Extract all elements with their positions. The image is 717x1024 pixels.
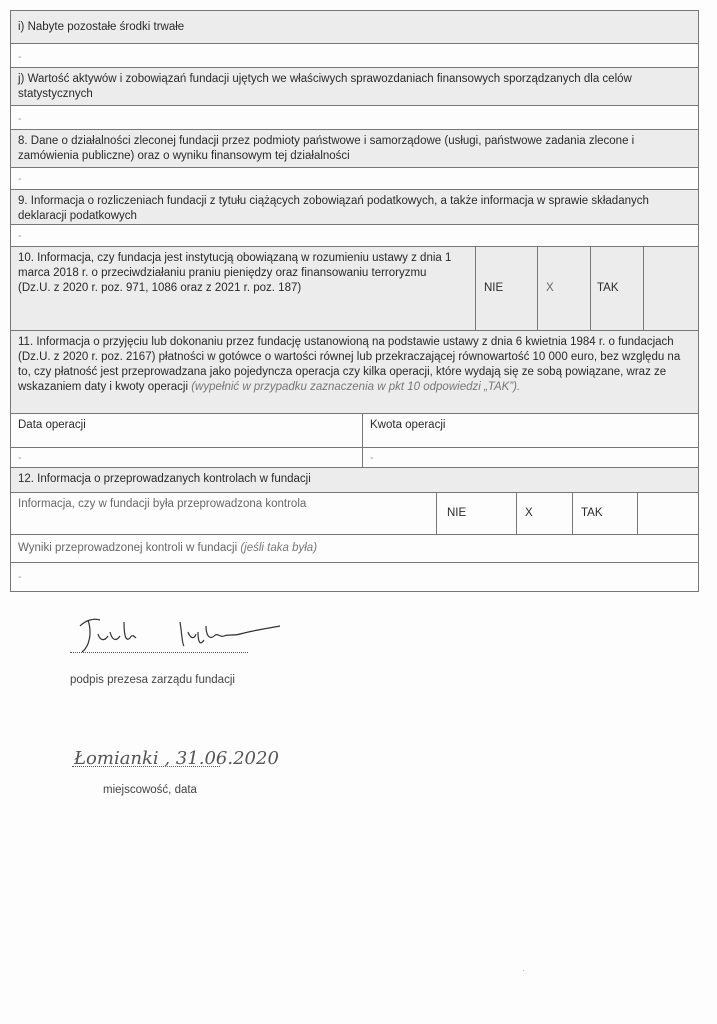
section-9-label: 9. Informacja o rozliczeniach fundacji z tytułu ciążących zobowiązań podatkowych, a także informacja w sprawie składanych deklaracji podatkowych (18, 195, 649, 222)
section-i-header (11, 11, 698, 44)
section-12-nie-cell (437, 493, 517, 534)
scan-speck: · (522, 965, 525, 975)
section-11-header (11, 331, 698, 414)
operation-header-row (11, 414, 698, 448)
section-12-header (11, 468, 698, 493)
kwota-operacji-header-cell (363, 414, 698, 447)
section-i-value: - (18, 51, 22, 63)
section-12-question-cell (11, 493, 437, 534)
section-8-label: 8. Dane o działalności zleconej fundacji przez podmioty państwowe i samorządowe (usługi, państwowe zadania zlecone i zamówienia publiczne) oraz o wyniku finansowym tej działalności (18, 135, 635, 162)
section-12-results-value: - (18, 571, 22, 583)
signature-line (70, 652, 248, 653)
section-11-label: 11. Informacja o przyjęciu lub dokonaniu przez fundację ustanowioną na podstawie ustawy z dnia 6 kwietnia 1984 r. o fundacjach (Dz.U. z 2020 r. poz. 2167) płatności w gotówce o wartości równej lub przekraczającej równowartość 10 000 euro, bez względu na to, czy płatność jest przeprowadzana jako pojedyncza operacja czy kilka operacji, które wydają się ze sobą powiązane, wraz ze wskazaniem daty i kwoty operacji (18, 336, 681, 393)
section-11-note: (wypełnić w przypadku zaznaczenia w pkt 10 odpowiedzi „TAK”). (191, 381, 521, 393)
section-12-label: 12. Informacja o przeprowadzanych kontrolach w fundacji (18, 473, 311, 485)
kwota-operacji-value-cell[interactable] (363, 448, 698, 467)
signature-caption: podpis prezesa zarządu fundacji (70, 674, 235, 686)
data-operacji-value: - (18, 452, 22, 464)
section-10-tak-cell (591, 247, 644, 330)
section-12-results-label: Wyniki przeprowadzonej kontroli w fundacji (18, 542, 238, 554)
section-10-label: 10. Informacja, czy fundacja jest instytucją obowiązaną w rozumieniu ustawy z dnia 1 marca 2018 r. o przeciwdziałaniu praniu pieniędzy oraz finansowaniu terroryzmu (18, 252, 452, 279)
section-10-reference: (Dz.U. z 2020 r. poz. 971, 1086 oraz z 2021 r. poz. 187) (18, 282, 302, 294)
section-12-results-row (11, 535, 698, 563)
section-12-x-cell[interactable] (517, 493, 573, 534)
section-j-value: - (18, 113, 22, 125)
section-10-nie: NIE (484, 282, 504, 294)
section-12-control-row (11, 493, 698, 535)
section-j-header (11, 68, 698, 106)
section-10-x-mark: X (546, 282, 554, 294)
section-j-label: j) Wartość aktywów i zobowiązań fundacji ujętych we właściwych sprawozdaniach finansowych sporządzanych dla celów statystycznych (18, 73, 632, 100)
section-j-value-row (11, 106, 698, 130)
kwota-operacji-label: Kwota operacji (370, 419, 446, 431)
section-i-value-row (11, 44, 698, 68)
section-8-value-row (11, 168, 698, 190)
section-12-tak: TAK (581, 507, 603, 519)
section-12-nie: NIE (447, 507, 467, 519)
section-9-value: - (18, 230, 22, 242)
section-10-question-cell (11, 247, 476, 330)
place-date-caption: miejscowość, data (103, 784, 197, 796)
data-operacji-label: Data operacji (18, 419, 86, 431)
section-8-header (11, 130, 698, 168)
handwritten-place-date-text: Łomianki , 31.06.2020 (74, 748, 279, 769)
section-9-value-row (11, 225, 698, 247)
data-operacji-value-cell[interactable] (11, 448, 363, 467)
section-10-nie-cell (476, 247, 538, 330)
section-10-tak-box[interactable] (644, 247, 698, 330)
section-12-question: Informacja, czy w fundacji była przeprowadzona kontrola (18, 498, 307, 510)
section-8-value: - (18, 173, 22, 185)
section-12-x-mark: X (525, 507, 533, 519)
data-operacji-header-cell (11, 414, 363, 447)
section-12-tak-box[interactable] (638, 493, 698, 534)
section-12-results-note: (jeśli taka była) (240, 542, 318, 554)
section-12-tak-cell (573, 493, 638, 534)
section-i-label: i) Nabyte pozostałe środki trwałe (18, 21, 185, 33)
place-date-line (72, 766, 220, 767)
section-10-x-cell[interactable] (538, 247, 591, 330)
kwota-operacji-value: - (370, 452, 374, 464)
section-12-results-value-row[interactable] (11, 563, 698, 592)
operation-value-row (11, 448, 698, 468)
section-10-tak: TAK (597, 282, 619, 294)
section-10-row (11, 247, 698, 331)
section-9-header (11, 190, 698, 225)
financial-report-form (10, 10, 699, 592)
